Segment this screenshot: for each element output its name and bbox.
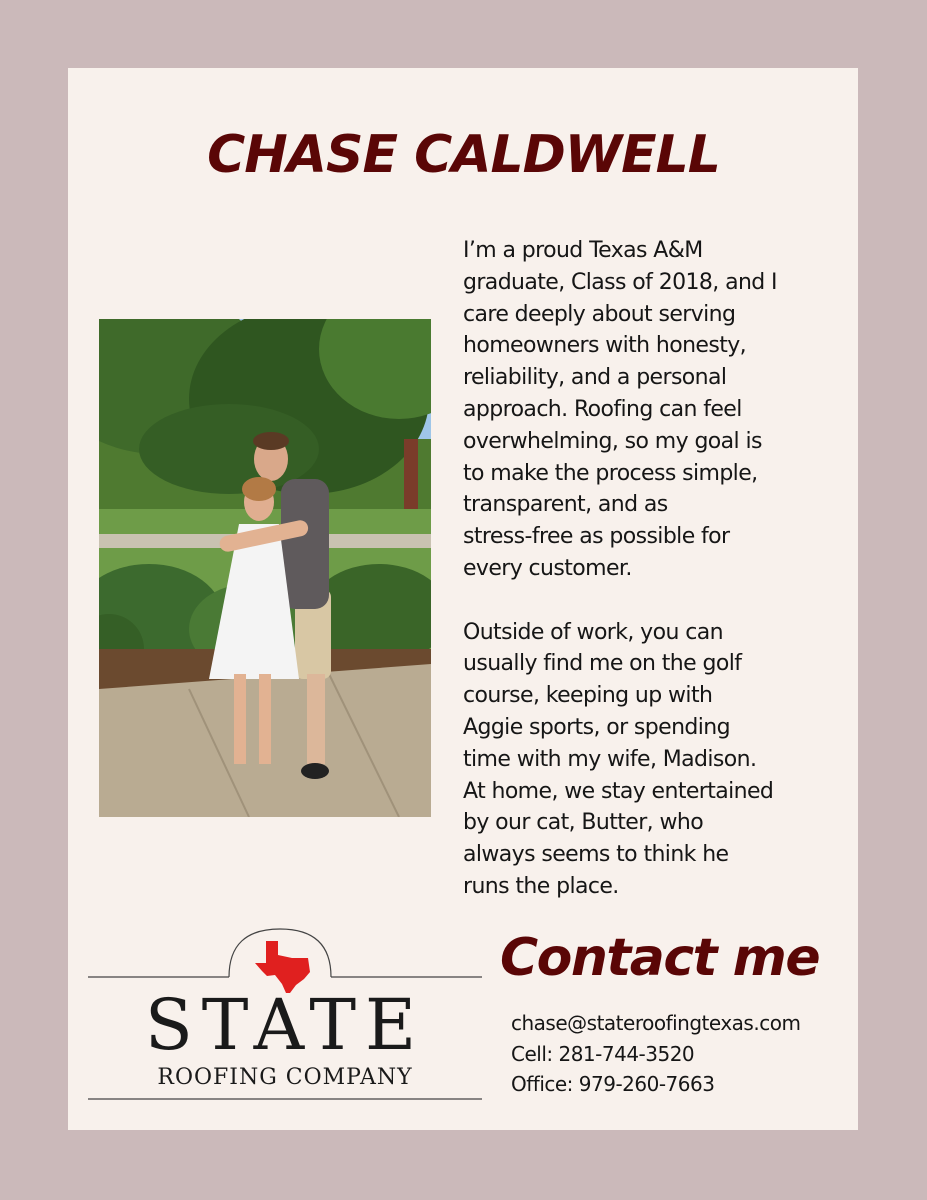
- contact-heading: Contact me: [500, 928, 820, 988]
- portrait-photo: [99, 319, 431, 817]
- person-name-heading: CHASE CALDWELL: [207, 125, 720, 185]
- contact-cell[interactable]: Cell: 281-744-3520: [511, 1041, 695, 1066]
- logo-subtitle: ROOFING COMPANY: [157, 1065, 413, 1090]
- contact-details: [511, 1008, 800, 1100]
- logo-wordmark: STATE: [144, 984, 426, 1066]
- contact-office[interactable]: Office: 979-260-7663: [511, 1072, 715, 1096]
- bio-text: [463, 235, 833, 903]
- bio-paragraph-1: I’m a proud Texas A&M graduate, Class of 2018, and I care deeply about serving homeowners with honesty, reliability, and a personal approach. Roofing can feel overwhelming, so my goal is to make the process simple, transparent, and as stress-free as possible for every customer.: [463, 238, 777, 581]
- bio-paragraph-2: Outside of work, you can usually find me on the golf course, keeping up with Aggie sports, or spending time with my wife, Madison. At home, we stay entertained by our cat, Butter, who always seems to think he runs the place.: [463, 619, 774, 899]
- contact-email[interactable]: chase@stateroofingtexas.com: [511, 1011, 801, 1035]
- company-logo: [86, 925, 484, 1105]
